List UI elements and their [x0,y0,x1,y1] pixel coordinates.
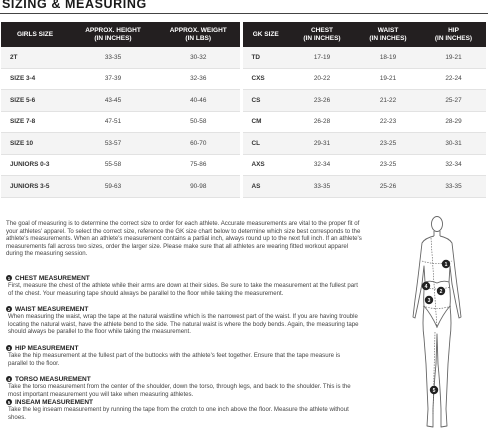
column-header: HIP (IN INCHES) [421,22,486,47]
table-cell: 53-57 [69,133,157,155]
page-title: SIZING & MEASURING [2,0,147,11]
marker-number: 1 [444,261,448,268]
section-title: HIP MEASUREMENT [15,344,79,352]
section-title: INSEAM MEASUREMENT [15,398,94,406]
section-title: CHEST MEASUREMENT [15,274,90,282]
table-cell: 22-24 [421,68,486,90]
table-cell: 23-26 [289,90,355,112]
column-header: APPROX. HEIGHT (IN INCHES) [69,22,157,47]
table-cell: 60-70 [157,133,241,155]
section-body: Take the hip measurement at the fullest part of the buttocks with the athlete's feet together. Ensure that the tape measure is parallel to the floor. [8,352,341,367]
table-body [1,47,486,197]
table-row [1,176,486,198]
table-cell: 47-51 [69,111,157,133]
table-cell: JUNIORS 0-3 [1,154,69,176]
table-cell: 23-25 [355,154,421,176]
table-cell: 20-22 [289,68,355,90]
table-cell: 19-21 [355,68,421,90]
table-cell: AS [241,176,289,198]
size-chart-table [1,22,486,198]
column-header: GK SIZE [241,22,289,47]
table-cell: 23-25 [355,133,421,155]
table-cell: 33-35 [69,47,157,68]
table-cell: 22-23 [355,111,421,133]
intro-paragraph: The goal of measuring is to determine the correct size to order for each athlete. Accurate measurements are vital to the proper fit of your athletes' apparel. To select the correct size, reference the GK size chart below to determine which size best corresponds to the athlete's measurements. When an athlete's measurement contains a partial inch, always round up to the next full inch. If an athlete's measurements fall across two sizes, order the larger size. Please make sure that all athletes are wearing fitted workout apparel during the measuring session. [6,220,362,258]
section-body: When measuring the waist, wrap the tape at the natural waistline which is the narrowest part of the waist. If you are having trouble locating the natural waist, have the athlete bend to the side. The natural waist is where the body bends. Again, the measuring tape should always be parallel to the floor while taking the measurement. [8,313,359,336]
marker-number: 2 [439,288,443,295]
body-figure-illustration [398,214,478,436]
marker-number: 4 [424,283,428,290]
table-cell: JUNIORS 3-5 [1,176,69,198]
section-title: WAIST MEASUREMENT [15,305,89,313]
table-row [1,133,486,155]
column-header: WAIST (IN INCHES) [355,22,421,47]
table-cell: SIZE 3-4 [1,68,69,90]
instruction-section [6,344,361,367]
table-cell: SIZE 5-6 [1,90,69,112]
table-cell: 43-45 [69,90,157,112]
marker-number: 3 [427,297,431,304]
table-cell: 2T [1,47,69,68]
body-outline [413,217,461,428]
step-number-badge: 1 [7,275,11,281]
table-cell: 37-39 [69,68,157,90]
section-body: Take the leg inseam measurement by running the tape from the crotch to one inch above the floor. Measure the athlete without shoes. [8,406,349,421]
table-row [1,90,486,112]
table-cell: 59-63 [69,176,157,198]
marker-number: 5 [432,387,436,394]
column-header: APPROX. WEIGHT (IN LBS) [157,22,241,47]
step-number-badge: 4 [7,376,11,382]
table-cell: 19-21 [421,47,486,68]
table-cell: SIZE 10 [1,133,69,155]
table-cell: 32-34 [421,154,486,176]
table-cell: 33-35 [289,176,355,198]
step-number-badge: 5 [7,399,11,405]
column-header: GIRLS SIZE [1,22,69,47]
table-cell: 25-27 [421,90,486,112]
section-body: First, measure the chest of the athlete while their arms are down at their sides. Be sure to take the measurement at the fullest part of the chest. Your measuring tape should always be parallel to the floor while taking the measurement. [8,282,358,297]
section-heading [6,305,361,313]
title-divider [0,13,488,14]
instruction-section [6,305,361,336]
table-cell: SIZE 7-8 [1,111,69,133]
step-number-badge: 3 [7,345,11,351]
step-number-badge: 2 [7,306,11,312]
table-cell: 25-26 [355,176,421,198]
table-cell: 21-22 [355,90,421,112]
instruction-section [6,375,361,398]
section-heading [6,398,361,406]
table-cell: 30-31 [421,133,486,155]
table-cell: 55-58 [69,154,157,176]
table-row [1,111,486,133]
section-heading [6,375,361,383]
instruction-section [6,274,361,297]
table-row [1,68,486,90]
table-cell: 50-58 [157,111,241,133]
table-cell: 40-46 [157,90,241,112]
table-cell: 32-36 [157,68,241,90]
instruction-section [6,398,361,421]
table-cell: AXS [241,154,289,176]
table-cell: CS [241,90,289,112]
table-cell: 29-31 [289,133,355,155]
table-cell: 33-35 [421,176,486,198]
section-heading [6,274,361,282]
table-header-row [1,22,486,47]
table-cell: CM [241,111,289,133]
table-cell: 18-19 [355,47,421,68]
table-cell: 17-19 [289,47,355,68]
table-cell: CXS [241,68,289,90]
section-title: TORSO MEASUREMENT [15,375,91,383]
column-header: CHEST (IN INCHES) [289,22,355,47]
table-cell: 75-86 [157,154,241,176]
table-cell: CL [241,133,289,155]
table-row [1,154,486,176]
table-cell: 30-32 [157,47,241,68]
table-cell: 26-28 [289,111,355,133]
table-cell: 32-34 [289,154,355,176]
table-row [1,47,486,68]
table-cell: 90-98 [157,176,241,198]
table-cell: TD [241,47,289,68]
table-cell: 28-29 [421,111,486,133]
section-heading [6,344,361,352]
section-body: Take the torso measurement from the center of the shoulder, down the torso, through legs, and back to the shoulder. This is the most important measurement you will take when measuring athletes. [8,383,351,398]
